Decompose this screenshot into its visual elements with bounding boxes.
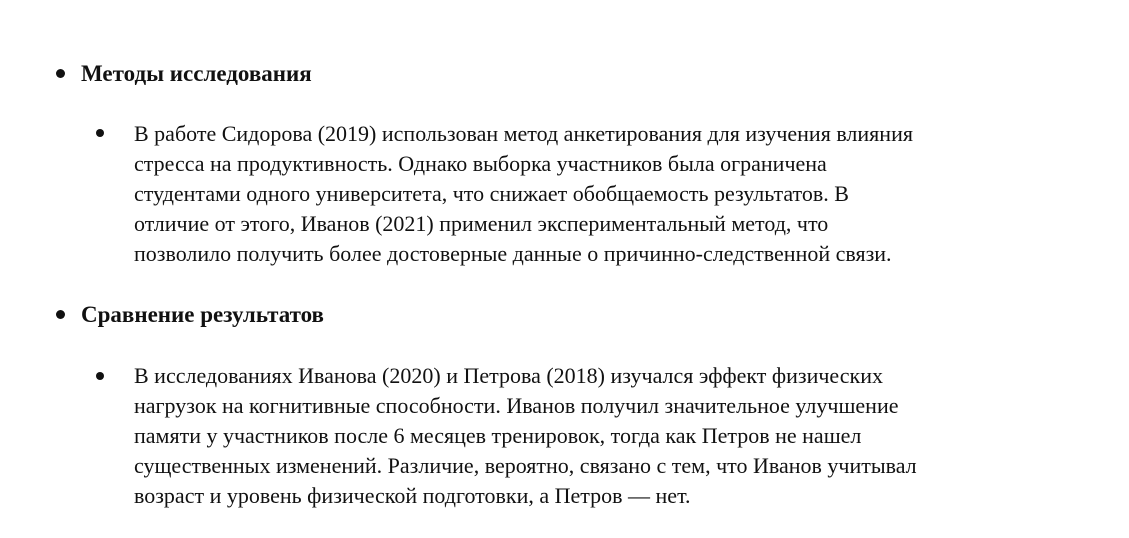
text-line: В исследованиях Иванова (2020) и Петрова (2018) изучался эффект физических [134, 363, 883, 388]
section-results [0, 300, 1129, 520]
text-line: В работе Сидорова (2019) использован метод анкетирования для изучения влияния [134, 121, 913, 146]
paragraph [134, 119, 1084, 269]
section-heading: Методы исследования [81, 61, 312, 86]
text-line: нагрузок на когнитивные способности. Иванов получил значительное улучшение [134, 393, 899, 418]
section-heading-row [0, 59, 1129, 89]
bullet-icon [56, 69, 65, 78]
text-line: памяти у участников после 6 месяцев тренировок, тогда как Петров не нашел [134, 423, 862, 448]
text-line: существенных изменений. Различие, вероятно, связано с тем, что Иванов учитывал [134, 453, 917, 478]
text-line: студентами одного университета, что снижает обобщаемость результатов. В [134, 181, 849, 206]
bullet-icon [96, 129, 104, 137]
text-line: возраст и уровень физической подготовки, а Петров — нет. [134, 483, 691, 508]
text-line: отличие от этого, Иванов (2021) применил экспериментальный метод, что [134, 211, 829, 236]
text-line: стресса на продуктивность. Однако выборка участников была ограничена [134, 151, 827, 176]
text-line: позволило получить более достоверные данные о причинно-следственной связи. [134, 241, 892, 266]
section-heading-row [0, 300, 1129, 330]
section-methods [0, 59, 1129, 279]
paragraph [134, 361, 1084, 511]
bullet-icon [56, 310, 65, 319]
bullet-icon [96, 372, 104, 380]
section-heading: Сравнение результатов [81, 302, 324, 327]
